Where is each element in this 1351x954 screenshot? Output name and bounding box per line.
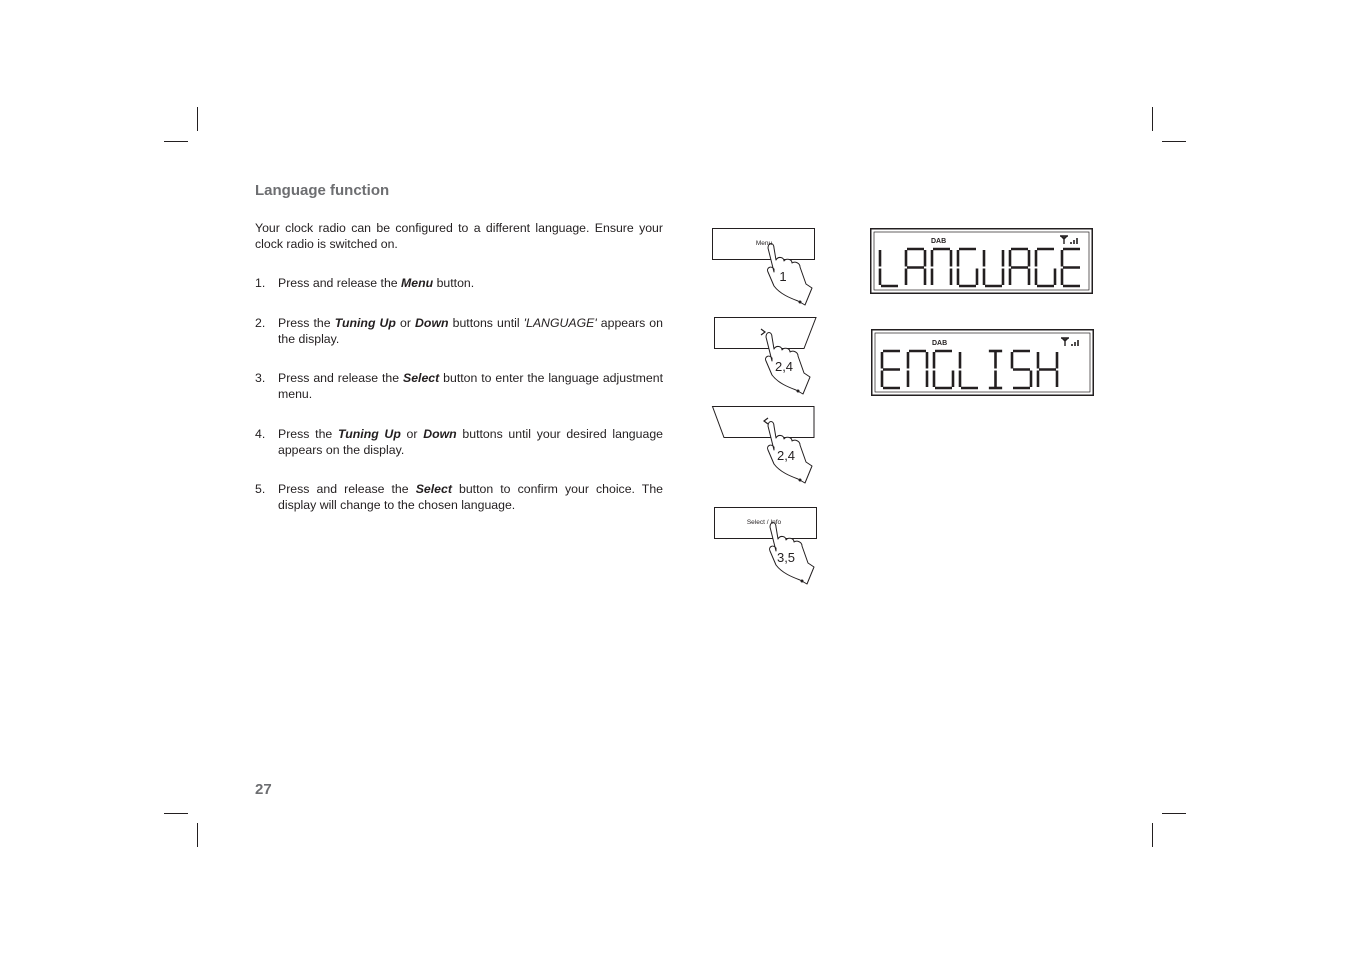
step-2 [255, 316, 663, 347]
step-number: 1. [255, 276, 266, 290]
dab-indicator: DAB [932, 340, 948, 347]
step-1 [255, 276, 663, 292]
crop-mark [1152, 823, 1153, 847]
step-text: Press and release the Select button to enter the language adjustment menu. [278, 371, 663, 401]
step-text: Press the Tuning Up or Down buttons until your desired language appears on the display. [278, 427, 663, 457]
figure-step-number: 3,5 [776, 550, 796, 565]
step-number: 2. [255, 316, 266, 330]
select-button-label: Select / Info [746, 519, 782, 526]
section-title: Language function [255, 182, 390, 199]
step-4 [255, 427, 663, 458]
crop-mark [1162, 141, 1186, 142]
lcd-screen [871, 329, 1094, 396]
step-text: Press and release the Menu button. [278, 276, 475, 290]
tuning-down-button-drawing [712, 406, 832, 496]
crop-mark [1152, 107, 1153, 131]
crop-mark [197, 107, 198, 131]
lcd-screen [870, 228, 1093, 294]
crop-mark [164, 141, 188, 142]
page-number: 27 [255, 781, 272, 798]
lcd-display-language [870, 228, 1093, 294]
step-number: 5. [255, 482, 266, 496]
crop-mark [1162, 813, 1186, 814]
select-button-figure [714, 507, 834, 597]
crop-mark [197, 823, 198, 847]
figure-step-number: 2,4 [774, 359, 794, 374]
crop-mark [164, 813, 188, 814]
step-5 [255, 482, 663, 513]
menu-button-label: Menu [755, 240, 773, 247]
menu-button-figure [712, 228, 832, 318]
figure-step-number: 2,4 [776, 448, 796, 463]
dab-indicator: DAB [931, 238, 947, 245]
tuning-up-button-figure [714, 317, 834, 407]
step-3 [255, 371, 663, 402]
figure-step-number: 1 [779, 269, 787, 284]
tuning-down-button-figure [712, 406, 832, 496]
step-text: Press the Tuning Up or Down buttons until 'LANGUAGE' appears on the display. [278, 316, 663, 346]
step-text: Press and release the Select button to confirm your choice. The display will change to the chosen language. [278, 482, 663, 512]
step-number: 4. [255, 427, 266, 441]
intro-paragraph: Your clock radio can be configured to a different language. Ensure your clock radio is switched on. [255, 221, 663, 251]
lcd-display-english [871, 329, 1094, 396]
step-number: 3. [255, 371, 266, 385]
